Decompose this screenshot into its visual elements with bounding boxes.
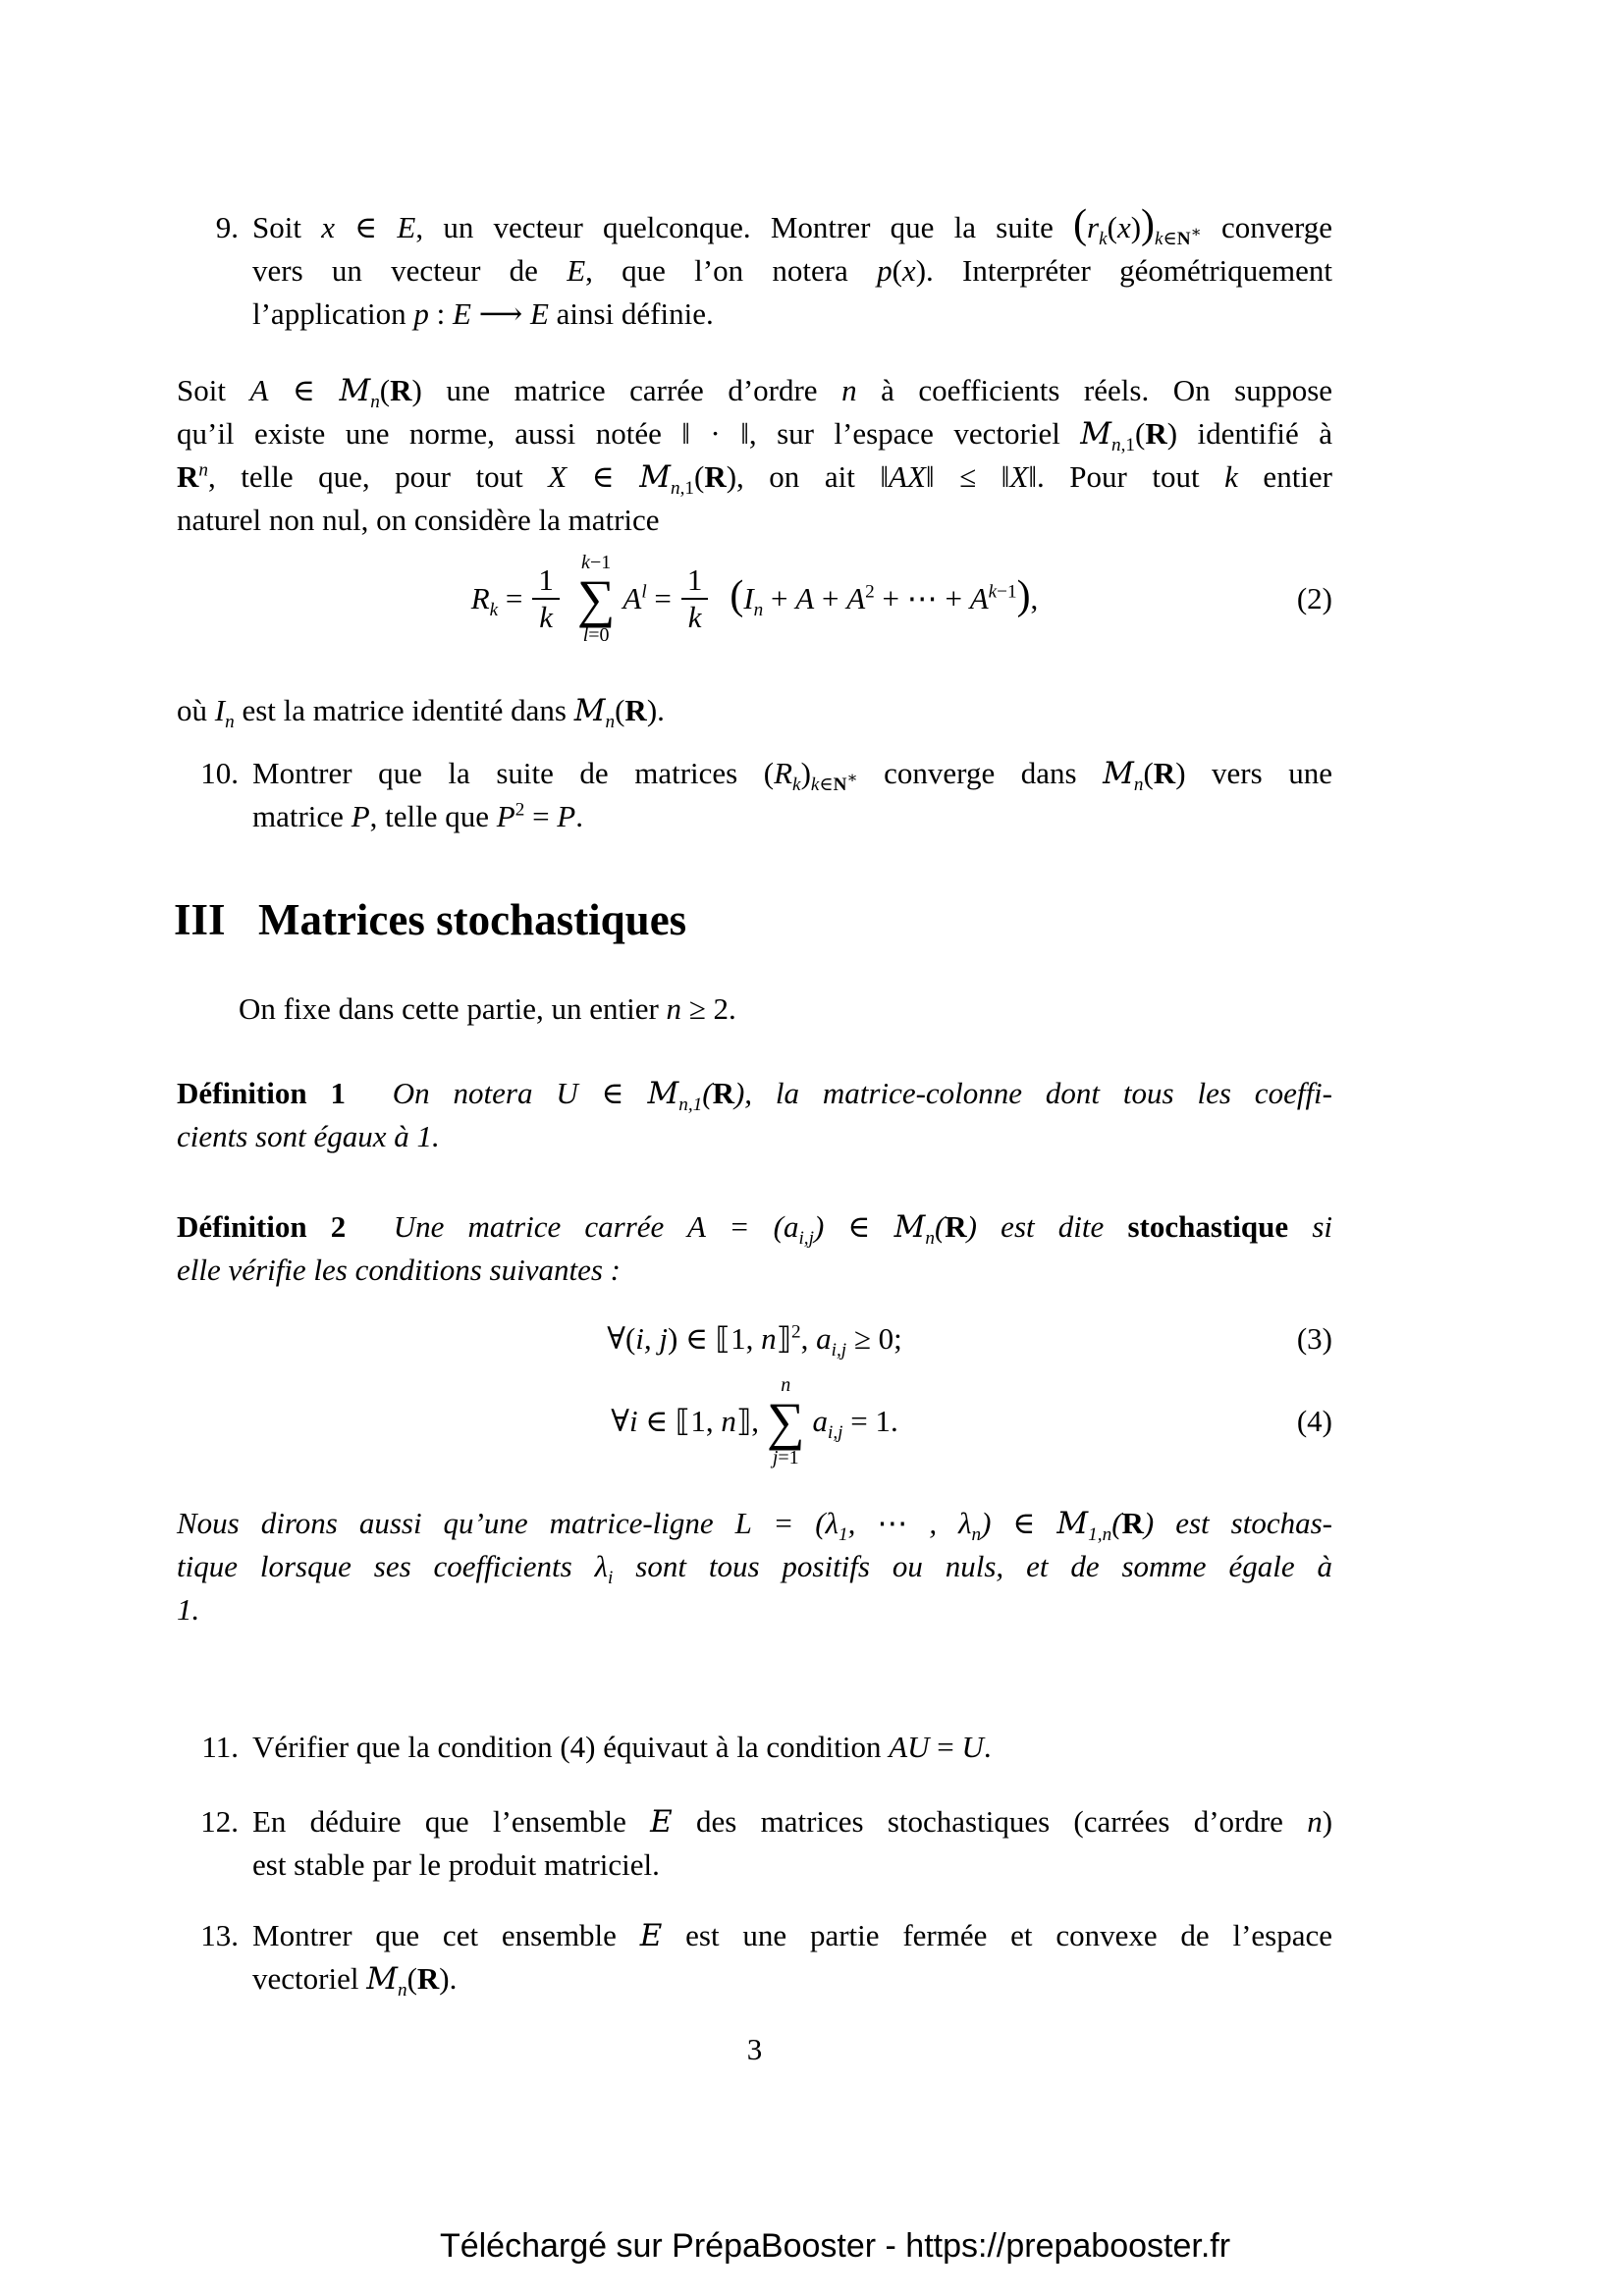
equation-4-pre: ∀i ∈ ⟦1, n⟧,: [611, 1404, 760, 1438]
question-12-line-2: est stable par le produit matriciel.: [252, 1847, 660, 1882]
footer-text: Téléchargé sur PrépaBooster - https://prepabooster.fr: [439, 2227, 1231, 2265]
fraction-1-over-k: $\frac{1}{k}$: [532, 562, 560, 634]
page-number: 3: [746, 2032, 763, 2066]
paragraph-line: qu’il existe une norme, aussi notée ‖ · ‖, sur l’espace vectoriel $M_{n,1}(R)$ identifié à: [177, 416, 1332, 456]
question-10-line-2: matrice P, telle que $P^2 = P$.: [252, 799, 583, 833]
paragraph-matrix-hypothesis: [177, 369, 1332, 542]
question-11-line-1: Vérifier que la condition (4) équivaut à la condition AU = U.: [252, 1730, 992, 1764]
definition-1-label: Définition 1: [177, 1076, 346, 1110]
definition-2-line-2: elle vérifie les conditions suivantes :: [177, 1253, 621, 1287]
question-13-number: 13.: [200, 1918, 239, 1952]
question-9-line-1: Soit x ∈ E, un vecteur quelconque. Montrer que la suite $(r_k(x))_{k\in N^∗}$ converge: [252, 202, 1332, 250]
question-10-number: 10.: [200, 756, 239, 790]
paragraph-matrice-ligne: [177, 1502, 1332, 1631]
definition-1-line-2: cients sont égaux à 1.: [177, 1119, 440, 1153]
question-12: [200, 1800, 1333, 1887]
equation-4: [177, 1362, 1332, 1480]
equation-2-middle: $A^l$ =: [622, 581, 672, 615]
definition-2-label: Définition 2: [177, 1209, 347, 1244]
question-10-line-1: Montrer que la suite de matrices $(R_k)_{k\in N^∗}$ converge dans $M_n(R)$ vers une: [252, 756, 1332, 796]
paragraph-line: 1.: [177, 1592, 200, 1627]
question-9-number: 9.: [215, 210, 239, 244]
fraction-1-over-k: $\frac{1}{k}$: [681, 562, 709, 634]
question-11: [201, 1726, 1332, 1769]
equation-2-label: (2): [1296, 581, 1332, 615]
equation-3-label: (3): [1296, 1321, 1332, 1356]
equation-3-body: ∀(i, j) ∈ ⟦1, n⟧$^2$, $a_{i,j} \ge 0$;: [607, 1321, 902, 1362]
definition-2: [177, 1205, 1332, 1292]
equation-3: [177, 1311, 1332, 1366]
definition-1: [177, 1072, 1332, 1158]
equation-2-rhs: ($I_n + A + A^2$ + ⋯ + $A^{k-1}$),: [730, 573, 1039, 621]
paragraph-line: naturel non nul, on considère la matrice: [177, 503, 660, 537]
paragraph-line: Nous dirons aussi qu’une matrice-ligne $L = (\lambda_1$, ⋯ , $\lambda_n$) ∈ $M_{1,n}(R)$ est stochas-: [177, 1506, 1332, 1546]
question-9-line-3: l’application p : E ⟶ E ainsi définie.: [252, 296, 714, 331]
equation-2: [177, 538, 1332, 660]
section-heading: [174, 895, 1332, 944]
definition-1-line-1: Définition 1 On notera U ∈ $M_{n,1}(R)$, la matrice-colonne dont tous les coeffi-: [177, 1076, 1332, 1116]
question-9: [215, 202, 1333, 336]
summation-symbol: n ∑ j=1: [767, 1374, 805, 1468]
question-13-line-1: Montrer que cet ensemble E est une partie fermée et convexe de l’espace: [252, 1918, 1332, 1953]
section-title: Matrices stochastiques: [258, 895, 687, 944]
paragraph-fix-n: [177, 988, 1332, 1031]
question-13: [200, 1914, 1332, 2002]
paragraph-identity: [177, 689, 1332, 732]
summation-symbol: k−1 ∑ l=0: [576, 552, 616, 646]
paragraph-line: $R^n$, telle que, pour tout X ∈ $M_{n,1}(R)$, on ait ‖AX‖ ≤ ‖X‖. Pour tout k entier: [177, 459, 1332, 500]
question-11-number: 11.: [201, 1730, 239, 1764]
question-12-line-1: En déduire que l’ensemble E des matrices stochastiques (carrées d’ordre n): [252, 1804, 1333, 1840]
paragraph-line: tique lorsque ses coefficients $\lambda_i$ sont tous positifs ou nuls, et de somme égale à: [177, 1549, 1332, 1589]
question-10: [200, 752, 1332, 838]
equation-4-post: $a_{i,j} = 1$.: [812, 1404, 898, 1444]
paragraph-line: On fixe dans cette partie, un entier n ≥ 2.: [239, 991, 736, 1026]
question-13-line-2: vectoriel $M_n(R)$.: [252, 1961, 458, 2002]
question-9-line-2: vers un vecteur de E, que l’on notera p(x). Interpréter géométriquement: [252, 253, 1333, 288]
question-12-number: 12.: [200, 1804, 239, 1839]
paragraph-line: où $I_n$ est la matrice identité dans $M_n(R)$.: [177, 693, 665, 733]
definition-2-line-1: Définition 2 Une matrice carrée $A = (a_{i,j})$ ∈ $M_n(R)$ est dite stochastique si: [177, 1209, 1332, 1250]
paragraph-line: Soit A ∈ $M_n(R)$ une matrice carrée d’ordre n à coefficients réels. On suppose: [177, 373, 1333, 413]
equation-2-lhs: $R_k$ =: [470, 581, 523, 621]
section-number: III: [174, 895, 226, 944]
equation-4-label: (4): [1296, 1404, 1332, 1438]
